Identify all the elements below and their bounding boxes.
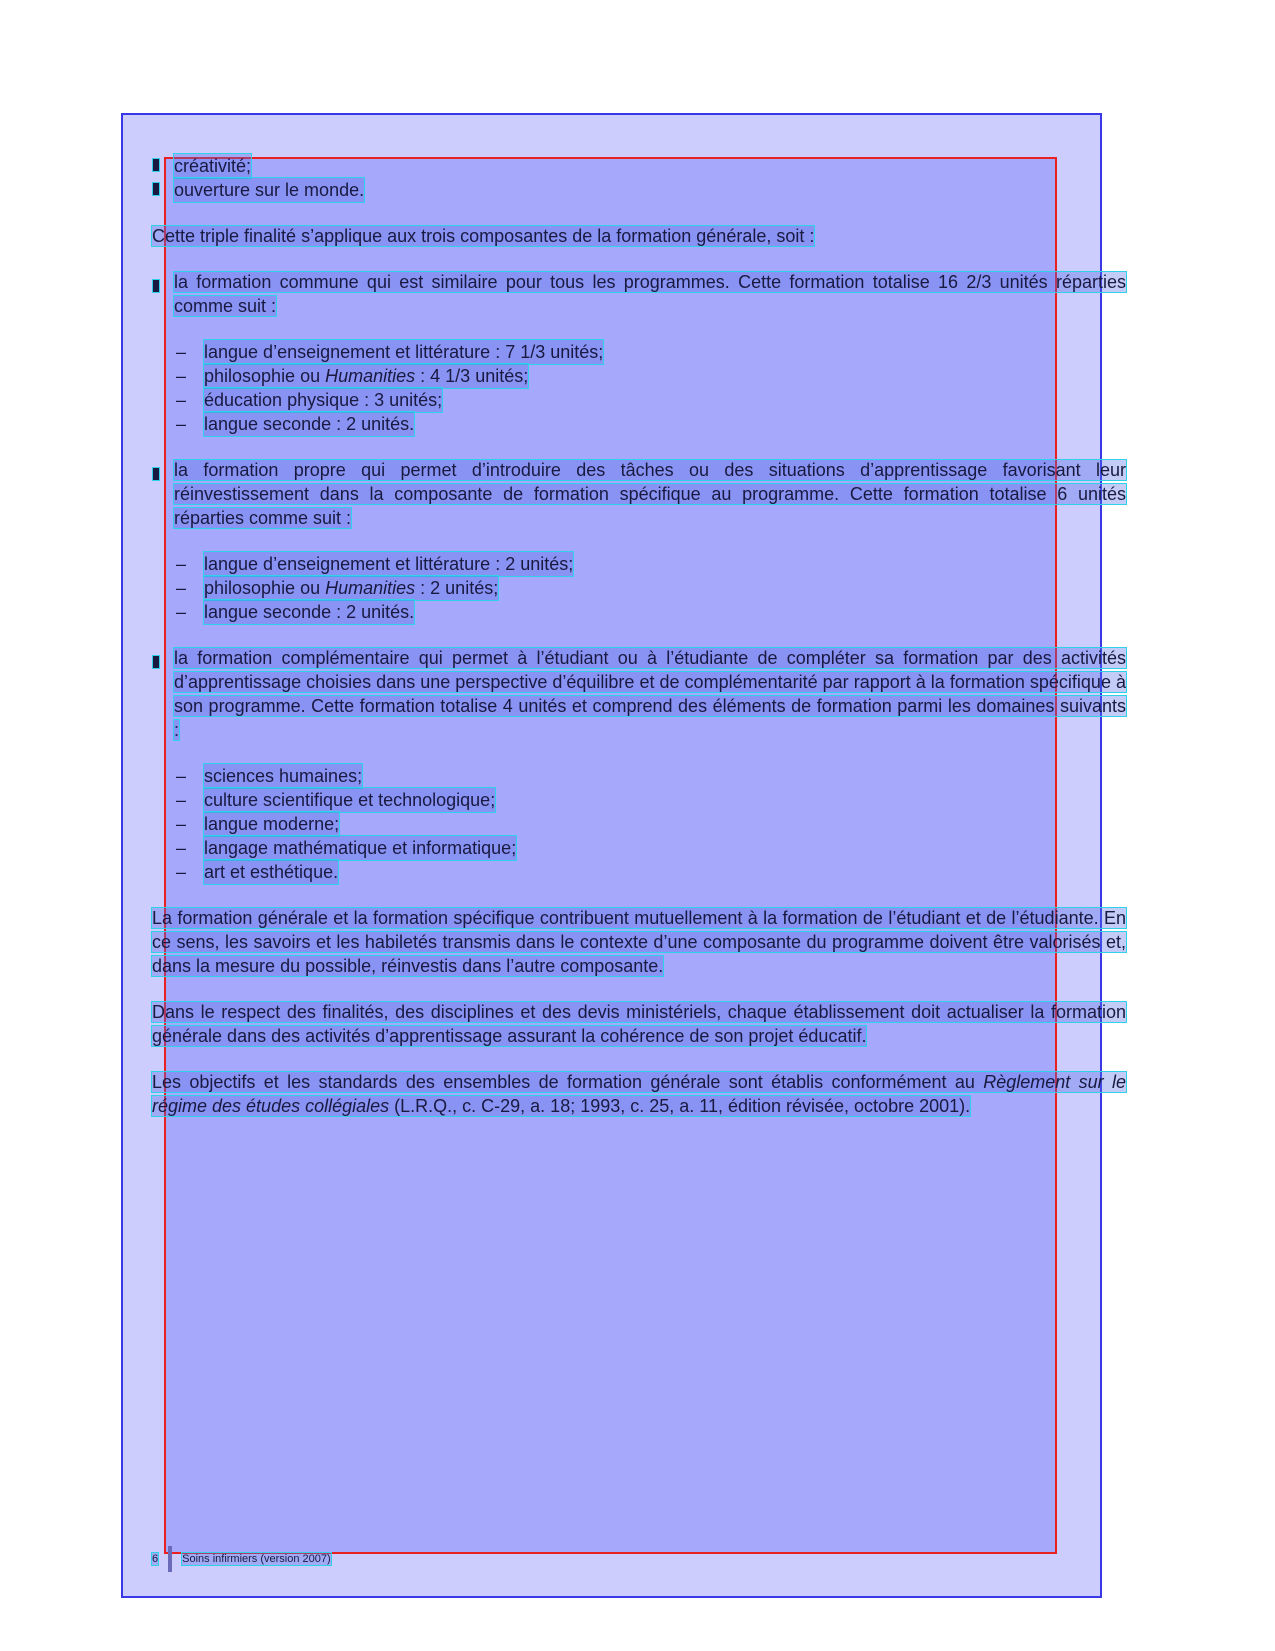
list-item [176, 364, 1126, 388]
bullet-icon [152, 158, 160, 172]
list-item [176, 788, 1126, 812]
formation-complementaire-list [152, 764, 1126, 884]
formation-propre-text: la formation propre qui permet d’introduire des tâches ou des situations d’apprentissage favorisant leur réinvestissement dans la composante de formation spécifique au programme. Cette formation totalise 6 unités réparties comme suit : [174, 460, 1126, 528]
formation-propre-list [152, 552, 1126, 624]
dash-icon: – [176, 790, 187, 810]
list-item [176, 860, 1126, 884]
list-item [176, 764, 1126, 788]
list-item-text: culture scientifique et technologique; [204, 790, 496, 810]
formation-commune-text: la formation commune qui est similaire pour tous les programmes. Cette formation totalise 16 2/3 unités réparties comme suit : [174, 272, 1126, 316]
paragraph-text: Les objectifs et les standards des ensembles de formation générale sont établis conformément au Règlement sur le régime des études collégiales (L.R.Q., c. C-29, a. 18; 1993, c. 25, a. 11, édition révisée, octobre 2001). [152, 1072, 1126, 1116]
list-item-text: langue moderne; [204, 814, 340, 834]
dash-icon: – [176, 838, 187, 858]
footer-divider [168, 1546, 172, 1572]
list-item-text: éducation physique : 3 unités; [204, 390, 443, 410]
page-footer [152, 1546, 331, 1572]
formation-commune-list [152, 340, 1126, 436]
dash-icon: – [176, 342, 187, 362]
dash-icon: – [176, 578, 187, 598]
formation-complementaire-text: la formation complémentaire qui permet à l’étudiant ou à l’étudiante de compléter sa formation par des activités d’apprentissage choisies dans une perspective d’équilibre et de complémentarité par rapport à la formation spécifique à son programme. Cette formation totalise 4 unités et comprend des éléments de formation parmi les domaines suivants : [174, 648, 1126, 740]
list-item-text: langage mathématique et informatique; [204, 838, 517, 858]
list-item-text: langue seconde : 2 unités. [204, 602, 415, 622]
list-item [176, 412, 1126, 436]
dash-icon: – [176, 554, 187, 574]
bullet-icon [152, 182, 160, 196]
list-item [176, 812, 1126, 836]
list-item-text: ouverture sur le monde. [174, 180, 365, 200]
bullet-icon [152, 279, 160, 293]
list-item-text: langue d’enseignement et littérature : 2 unités; [204, 554, 574, 574]
dash-icon: – [176, 602, 187, 622]
list-item-text: créativité; [174, 156, 252, 176]
document-body [152, 154, 1126, 1118]
dash-icon: – [176, 766, 187, 786]
list-item-text: philosophie ou Humanities : 2 unités; [204, 578, 499, 598]
paragraph-text: Dans le respect des finalités, des disciplines et des devis ministériels, chaque établissement doit actualiser la formation générale dans des activités d’apprentissage assurant la cohérence de son projet éducatif. [152, 1002, 1126, 1046]
section-formation-propre [152, 458, 1126, 530]
list-item [176, 576, 1126, 600]
footer-text: Soins infirmiers (version 2007) [182, 1553, 331, 1565]
bullet-icon [152, 467, 160, 481]
list-item [176, 388, 1126, 412]
list-item [152, 178, 1126, 202]
list-item-text: philosophie ou Humanities : 4 1/3 unités; [204, 366, 529, 386]
paragraph-text: La formation générale et la formation spécifique contribuent mutuellement à la formation de l’étudiant et de l’étudiante. En ce sens, les savoirs et les habiletés transmis dans le contexte d’une composante du programme doivent être valorisés et, dans la mesure du possible, réinvestis dans l’autre composante. [152, 908, 1126, 976]
list-item [176, 836, 1126, 860]
section-formation-commune [152, 270, 1126, 318]
intro-text: Cette triple finalité s’applique aux trois composantes de la formation générale, soit : [152, 226, 815, 246]
dash-icon: – [176, 814, 187, 834]
list-item [176, 340, 1126, 364]
list-item [176, 552, 1126, 576]
list-item-text: art et esthétique. [204, 862, 339, 882]
dash-icon: – [176, 390, 187, 410]
bullet-icon [152, 655, 160, 669]
list-item-text: sciences humaines; [204, 766, 363, 786]
list-item-text: langue d’enseignement et littérature : 7 1/3 unités; [204, 342, 604, 362]
list-item [152, 154, 1126, 178]
dash-icon: – [176, 414, 187, 434]
dash-icon: – [176, 366, 187, 386]
list-item-text: langue seconde : 2 unités. [204, 414, 415, 434]
section-formation-complementaire [152, 646, 1126, 742]
dash-icon: – [176, 862, 187, 882]
list-item [176, 600, 1126, 624]
page-number: 6 [152, 1553, 159, 1565]
